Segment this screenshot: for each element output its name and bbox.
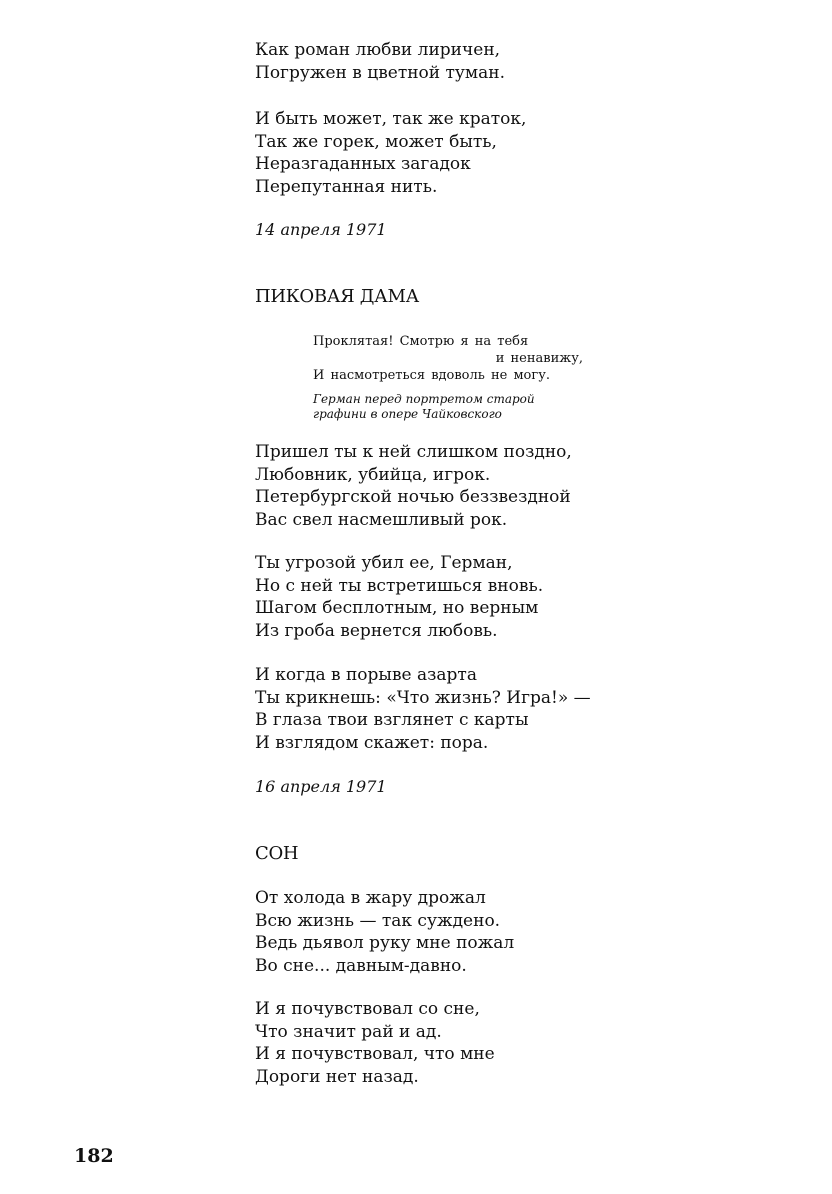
poem-line: Вас свел насмешливый рок. [255, 509, 508, 530]
epigraph-attribution: Герман перед портретом старой [313, 392, 535, 406]
poem-line: Что значит рай и ад. [255, 1021, 442, 1042]
poem-date-1: 14 апреля 1971 [255, 220, 387, 239]
poem-line: Ты крикнешь: «Что жизнь? Игра!» — [255, 687, 591, 708]
poem-line: Но с ней ты встретишься вновь. [255, 575, 544, 596]
poem-stanza-3 [255, 441, 572, 531]
epigraph-attribution: графини в опере Чайковского [313, 407, 502, 421]
poem-title-son: СОН [255, 843, 299, 864]
poem-line: Во сне... давным-давно. [255, 955, 467, 976]
epigraph-line: и ненавижу, [495, 351, 583, 366]
poem-line: В глаза твои взглянет с карты [255, 710, 529, 730]
poem-line: Из гроба вернется любовь. [255, 620, 498, 641]
poem-line: Неразгаданных загадок [255, 154, 471, 174]
epigraph-line: И насмотреться вдоволь не могу. [313, 368, 550, 383]
poem-line: И взглядом скажет: пора. [255, 732, 489, 753]
poem-line: Как роман любви лиричен, [255, 40, 501, 60]
poem-line: И я почувствовал, что мне [255, 1044, 495, 1064]
poem-line: Ведь дьявол руку мне пожал [255, 933, 515, 953]
poem-line: Пришел ты к ней слишком поздно, [255, 442, 572, 462]
poem-stanza-7 [255, 998, 495, 1088]
poem-stanza-4 [255, 552, 543, 642]
poem-line: От холода в жару дрожал [255, 888, 486, 908]
poem-line: И я почувствовал со сне, [255, 999, 480, 1019]
epigraph [313, 333, 583, 422]
page-number: 182 [74, 1145, 114, 1167]
epigraph-line: Проклятая! Смотрю я на тебя [313, 334, 529, 349]
poem-line: И быть может, так же краток, [255, 109, 527, 129]
poem-line: Ты угрозой убил ее, Герман, [255, 553, 513, 573]
poem-stanza-1 [255, 39, 505, 84]
poem-title-pikovaya-dama: ПИКОВАЯ ДАМА [255, 286, 419, 307]
poem-line: И когда в порыве азарта [255, 665, 477, 685]
poem-line: Петербургской ночью беззвездной [255, 487, 571, 507]
poem-stanza-6 [255, 887, 514, 977]
poem-line: Так же горек, может быть, [255, 131, 497, 152]
poem-line: Всю жизнь — так суждено. [255, 910, 501, 931]
poem-stanza-2 [255, 108, 526, 198]
poem-line: Погружен в цветной туман. [255, 62, 506, 83]
poem-line: Шагом бесплотным, но верным [255, 598, 539, 618]
poem-date-2: 16 апреля 1971 [255, 777, 387, 796]
poem-line: Дороги нет назад. [255, 1066, 419, 1087]
poem-stanza-5 [255, 664, 591, 754]
poem-line: Перепутанная нить. [255, 176, 438, 197]
poem-line: Любовник, убийца, игрок. [255, 464, 491, 485]
